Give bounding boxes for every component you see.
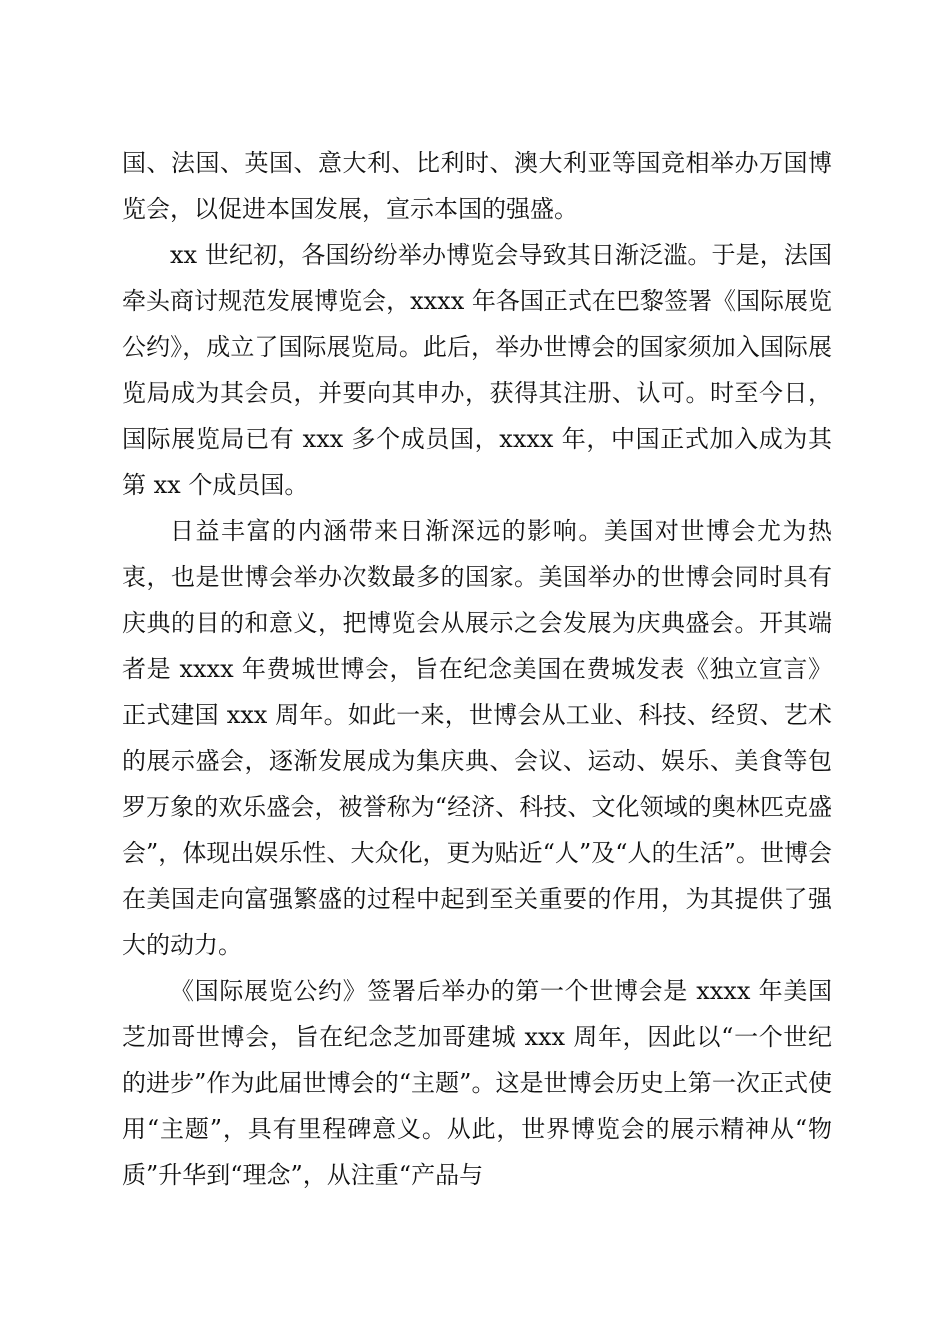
paragraph-2: xx 世纪初，各国纷纷举办博览会导致其日渐泛滥。于是，法国牵头商讨规范发展博览会，xxxx 年各国正式在巴黎签署《国际展览公约》，成立了国际展览局。此后，举办世博会的国家须加入国际展览局成为其会员，并要向其申办，获得其注册、认可。时至今日，国际展览局已有 xxx 多个成员国，xxxx 年，中国正式加入成为其第 xx 个成员国。 [122, 241, 832, 499]
paragraph-3: 日益丰富的内涵带来日渐深远的影响。美国对世博会尤为热衷，也是世博会举办次数最多的国家。美国举办的世博会同时具有庆典的目的和意义，把博览会从展示之会发展为庆典盛会。开其端者是 xxxx 年费城世博会，旨在纪念美国在费城发表《独立宣言》正式建国 xxx 周年。如此一来，世博会从工业、科技、经贸、艺术的展示盛会，逐渐发展成为集庆典、会议、运动、娱乐、美食等包罗万象的欢乐盛会，被誉称为“经济、科技、文化领域的奥林匹克盛会”，体现出娱乐性、大众化，更为贴近“人”及“人的生活”。世博会在美国走向富强繁盛的过程中起到至关重要的作用，为其提供了强大的动力。 [122, 517, 832, 959]
paragraph-4: 《国际展览公约》签署后举办的第一个世博会是 xxxx 年美国芝加哥世博会，旨在纪念芝加哥建城 xxx 周年，因此以“一个世纪的进步”作为此届世博会的“主题”。这是世博会历史上第一次正式使用“主题”，具有里程碑意义。从此，世界博览会的展示精神从“物质”升华到“理念”，从注重“产品与 [122, 977, 832, 1189]
document-body [122, 140, 832, 1198]
paragraph-1: 国、法国、英国、意大利、比利时、澳大利亚等国竞相举办万国博览会，以促进本国发展，宣示本国的强盛。 [122, 149, 832, 223]
